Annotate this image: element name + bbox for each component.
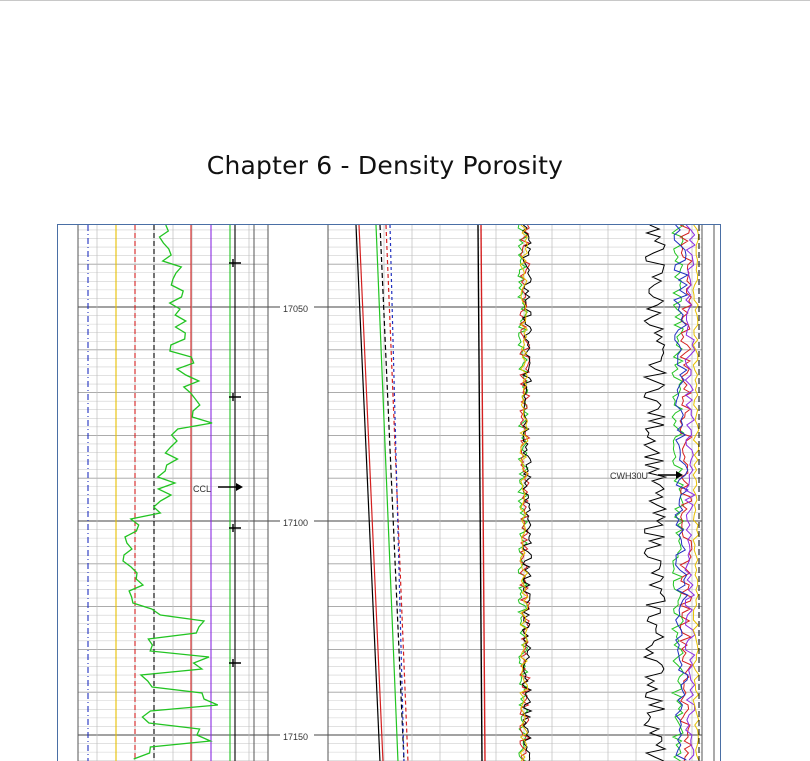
curve-cwh-yellow (693, 225, 699, 760)
marker-arrowhead-ccl (236, 483, 243, 491)
marker-label-ccl: CCL (193, 484, 212, 494)
marker-annotations (193, 471, 683, 494)
curve-slant-red-dashed (386, 225, 408, 761)
well-log-figure (57, 224, 721, 761)
depth-label-17150: 17150 (283, 732, 309, 742)
depth-label-17100: 17100 (283, 518, 309, 528)
marker-label-cwh30u: CWH30U (610, 471, 649, 481)
curve-slant-black (356, 225, 380, 761)
page-top-border (0, 0, 810, 1)
depth-track (280, 303, 314, 742)
page-title: Chapter 6 - Density Porosity (206, 151, 564, 180)
depth-label-17050: 17050 (283, 304, 309, 314)
well-log-plot (58, 225, 721, 761)
log-curves (88, 225, 699, 761)
curve-cwh-black (644, 225, 666, 761)
